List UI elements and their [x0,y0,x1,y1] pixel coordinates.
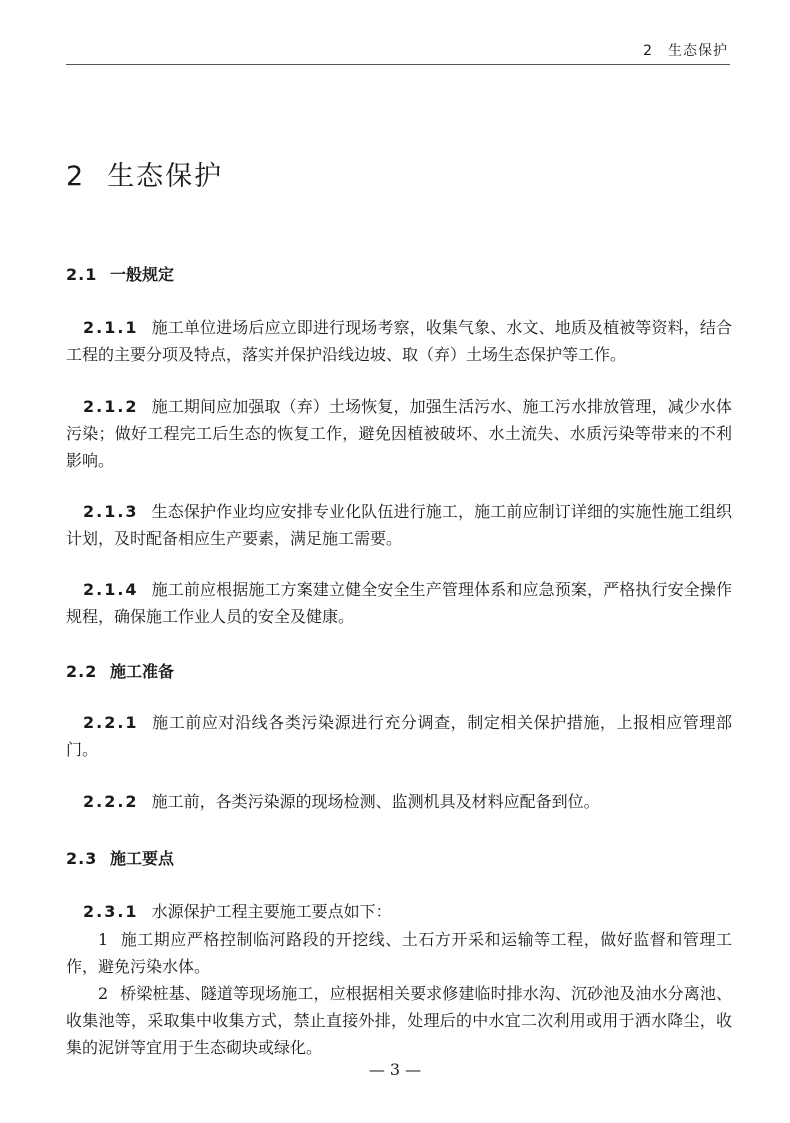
clause-2-3-1 [66,898,732,925]
list-item-text: 施工期应严格控制临河路段的开挖线、土石方开采和运输等工程，做好监督和管理工作，避免污染水体。 [66,930,732,976]
running-header [66,36,730,65]
clause-text: 水源保护工程主要施工要点如下： [151,902,392,921]
clause-text: 施工前应根据施工方案建立健全安全生产管理体系和应急预案，严格执行安全操作规程，确保施工作业人员的安全及健康。 [66,580,732,626]
clause-2-2-2 [66,788,732,815]
clause-text: 施工前应对沿线各类污染源进行充分调查，制定相关保护措施，上报相应管理部门。 [66,713,732,759]
clause-number: 2.1.2 [83,397,139,416]
clause-2-1-1 [66,314,732,368]
clause-number: 2.1.1 [83,318,139,337]
clause-number: 2.3.1 [83,902,139,921]
clause-text: 施工单位进场后应立即进行现场考察，收集气象、水文、地质及植被等资料，结合工程的主要分项及特点，落实并保护沿线边坡、取（弃）土场生态保护等工作。 [66,318,732,364]
list-item-2 [66,980,732,1061]
clause-text: 施工前，各类污染源的现场检测、监测机具及材料应配备到位。 [151,792,600,811]
page-number: — 3 — [368,1060,422,1079]
list-item-index: 2 [98,984,109,1003]
chapter-number: 2 [66,161,86,192]
clause-2-1-3 [66,498,732,552]
clause-2-1-2 [66,393,732,474]
clause-text: 生态保护作业均应安排专业化队伍进行施工，施工前应制订详细的实施性施工组织计划，及时配备相应生产要素，满足施工需要。 [66,502,732,548]
clause-number: 2.2.2 [83,792,139,811]
section-heading-2-2: 2.2 施工准备 [66,662,175,681]
clause-text: 施工期间应加强取（弃）土场恢复，加强生活污水、施工污水排放管理，减少水体污染；做好工程完工后生态的恢复工作，避免因植被破坏、水土流失、水质污染等带来的不利影响。 [66,397,732,470]
clause-2-1-4 [66,576,732,630]
chapter-title-text: 生态保护 [107,161,224,192]
section-heading-2-3: 2.3 施工要点 [66,849,175,868]
section-heading-2-1: 2.1 一般规定 [66,265,175,284]
list-item-text: 桥梁桩基、隧道等现场施工，应根据相关要求修建临时排水沟、沉砂池及油水分离池、收集池等，采取集中收集方式，禁止直接外排，处理后的中水宜二次利用或用于洒水降尘，收集的泥饼等宜用于生态砌块或绿化。 [66,984,732,1057]
clause-number: 2.1.4 [83,580,139,599]
chapter-title [66,154,223,193]
running-header-title: 2 生态保护 [643,43,728,59]
clause-number: 2.2.1 [83,713,139,732]
list-item-1 [66,926,732,980]
list-item-index: 1 [98,930,109,949]
clause-number: 2.1.3 [83,502,139,521]
clause-2-2-1 [66,709,732,763]
